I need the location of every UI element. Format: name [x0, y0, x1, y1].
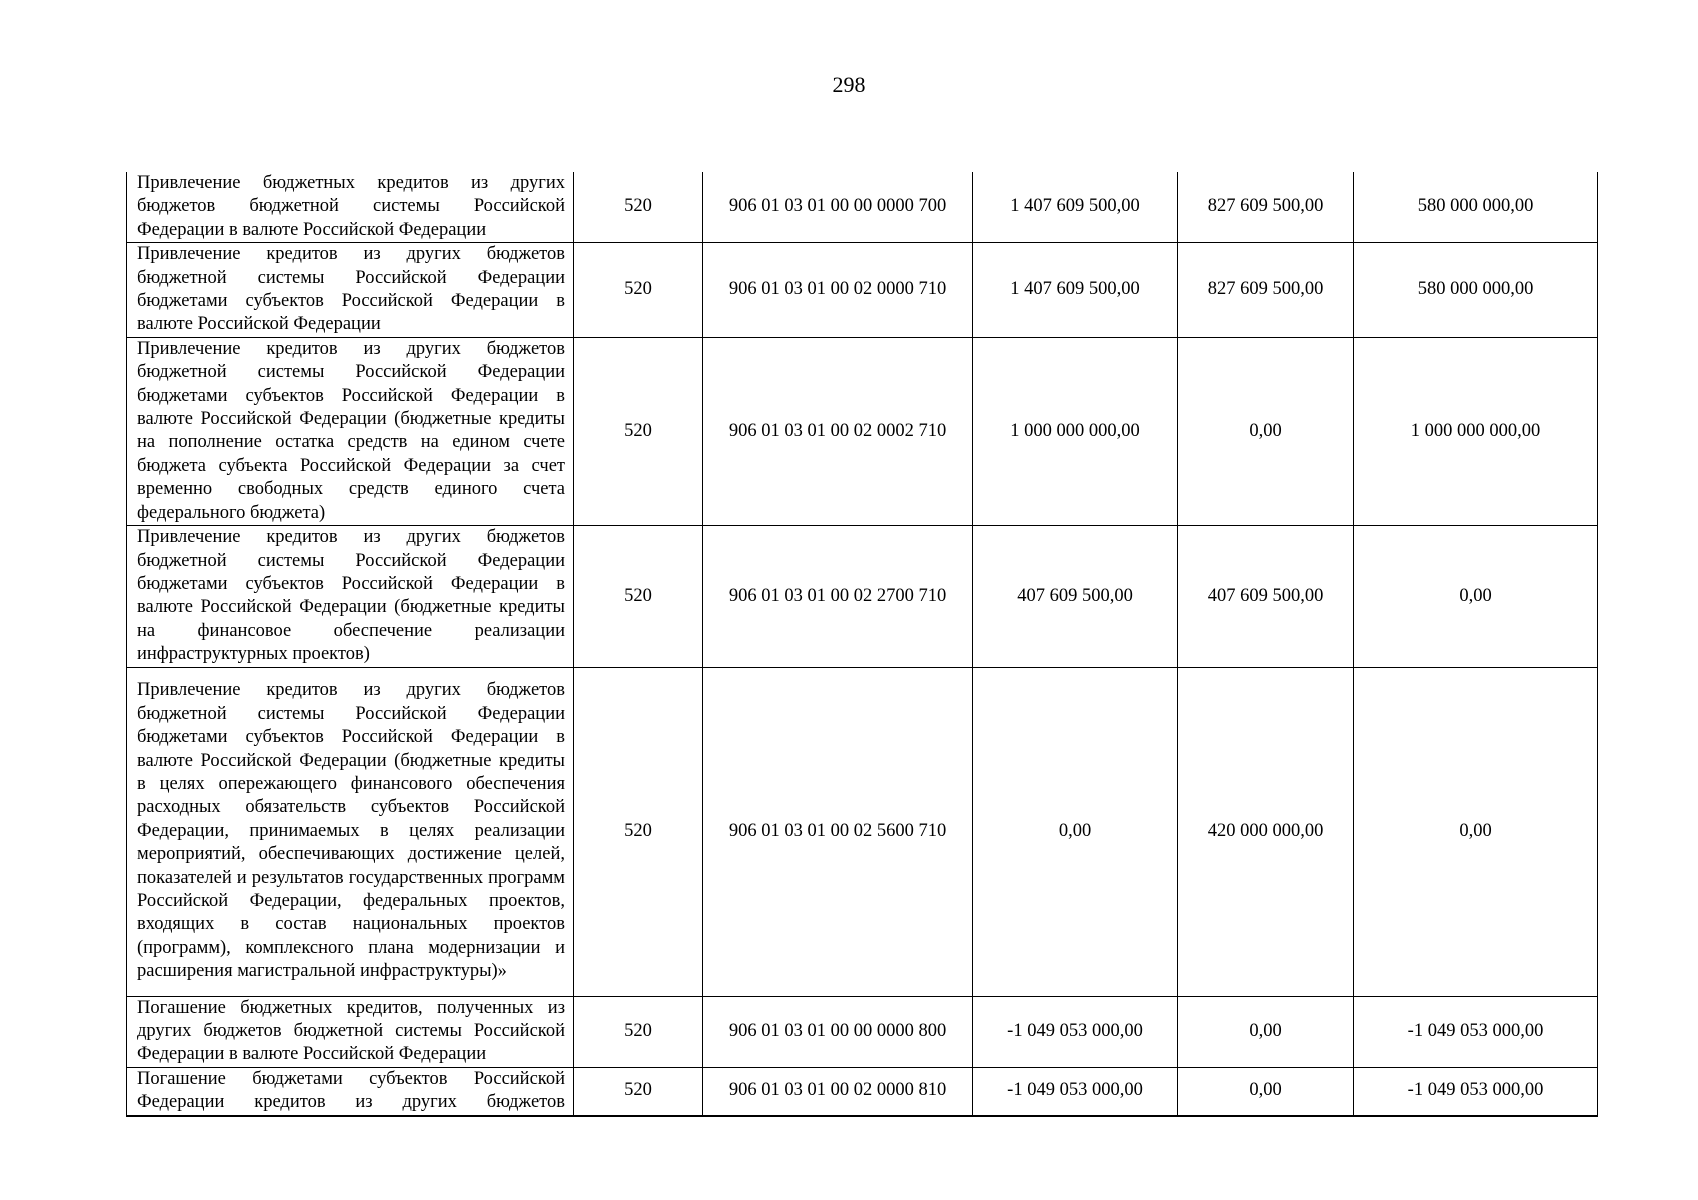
row-value-1: 407 609 500,00 [973, 526, 1178, 667]
row-value-2: 420 000 000,00 [1178, 667, 1354, 996]
table-row [127, 996, 1598, 1067]
row-value-2: 0,00 [1178, 1067, 1354, 1115]
row-code: 520 [574, 667, 703, 996]
row-kbk-code: 906 01 03 01 00 02 0002 710 [703, 337, 973, 525]
table-row [127, 172, 1598, 243]
row-description: Привлечение кредитов из других бюджетов бюджетной системы Российской Федерации бюджетами субъектов Российской Федерации в валюте Российской Федерации (бюджетные кредиты на пополнение остатка средств на едином счете бюджета субъекта Российской Федерации за счет временно свободных средств единого счета федерального бюджета) [137, 338, 565, 523]
row-value-3: 1 000 000 000,00 [1354, 337, 1598, 525]
row-value-1: 0,00 [973, 667, 1178, 996]
row-value-1: -1 049 053 000,00 [973, 996, 1178, 1067]
table-row [127, 1067, 1598, 1115]
row-description-cell [127, 526, 574, 667]
row-code: 520 [574, 172, 703, 243]
row-code: 520 [574, 243, 703, 338]
row-value-1: 1 000 000 000,00 [973, 337, 1178, 525]
row-value-1: -1 049 053 000,00 [973, 1067, 1178, 1115]
row-value-1: 1 407 609 500,00 [973, 243, 1178, 338]
row-description: Привлечение бюджетных кредитов из других бюджетов бюджетной системы Российской Федерации в валюте Российской Федерации [137, 173, 565, 240]
row-kbk-code: 906 01 03 01 00 00 0000 800 [703, 996, 973, 1067]
table-row [127, 243, 1598, 338]
row-description: Привлечение кредитов из других бюджетов бюджетной системы Российской Федерации бюджетами субъектов Российской Федерации в валюте Российской Федерации (бюджетные кредиты на финансовое обеспечение реализации инфраструктурных проектов) [137, 527, 565, 665]
row-kbk-code: 906 01 03 01 00 02 0000 710 [703, 243, 973, 338]
table-row [127, 667, 1598, 996]
page-number: 298 [832, 72, 866, 97]
table-row [127, 337, 1598, 525]
table-row [127, 526, 1598, 667]
row-value-3: 0,00 [1354, 667, 1598, 996]
row-description: Погашение бюджетами субъектов Российской Федерации кредитов из других бюджетов [137, 1068, 565, 1113]
row-code: 520 [574, 996, 703, 1067]
row-description-cell [127, 667, 574, 996]
row-code: 520 [574, 526, 703, 667]
row-code: 520 [574, 1067, 703, 1115]
row-kbk-code: 906 01 03 01 00 02 0000 810 [703, 1067, 973, 1115]
row-description: Привлечение кредитов из других бюджетов бюджетной системы Российской Федерации бюджетами субъектов Российской Федерации в валюте Российской Федерации [137, 244, 565, 335]
row-kbk-code: 906 01 03 01 00 02 5600 710 [703, 667, 973, 996]
row-value-2: 827 609 500,00 [1178, 243, 1354, 338]
row-value-3: 580 000 000,00 [1354, 172, 1598, 243]
row-value-3: 580 000 000,00 [1354, 243, 1598, 338]
row-description: Привлечение кредитов из других бюджетов бюджетной системы Российской Федерации бюджетами субъектов Российской Федерации в валюте Российской Федерации (бюджетные кредиты в целях опережающего финансового обеспечения расходных обязательств субъектов Российской Федерации, принимаемых в целях реализации мероприятий, обеспечивающих достижение целей, показателей и результатов государственных программ Российской Федерации, федеральных проектов, входящих в состав национальных проектов (программ), комплексного плана модернизации и расширения магистральной инфраструктуры)» [137, 680, 565, 982]
row-value-3: -1 049 053 000,00 [1354, 1067, 1598, 1115]
row-kbk-code: 906 01 03 01 00 00 0000 700 [703, 172, 973, 243]
row-value-2: 407 609 500,00 [1178, 526, 1354, 667]
row-description-cell [127, 996, 574, 1067]
row-description-cell [127, 243, 574, 338]
row-kbk-code: 906 01 03 01 00 02 2700 710 [703, 526, 973, 667]
row-value-3: 0,00 [1354, 526, 1598, 667]
row-value-2: 0,00 [1178, 337, 1354, 525]
row-description: Погашение бюджетных кредитов, полученных из других бюджетов бюджетной системы Российской Федерации в валюте Российской Федерации [137, 997, 565, 1065]
row-description-cell [127, 1067, 574, 1115]
row-code: 520 [574, 337, 703, 525]
row-value-3: -1 049 053 000,00 [1354, 996, 1598, 1067]
row-value-1: 1 407 609 500,00 [973, 172, 1178, 243]
budget-sources-table [126, 172, 1598, 1117]
row-description-cell [127, 337, 574, 525]
row-value-2: 827 609 500,00 [1178, 172, 1354, 243]
row-value-2: 0,00 [1178, 996, 1354, 1067]
row-description-cell [127, 172, 574, 243]
